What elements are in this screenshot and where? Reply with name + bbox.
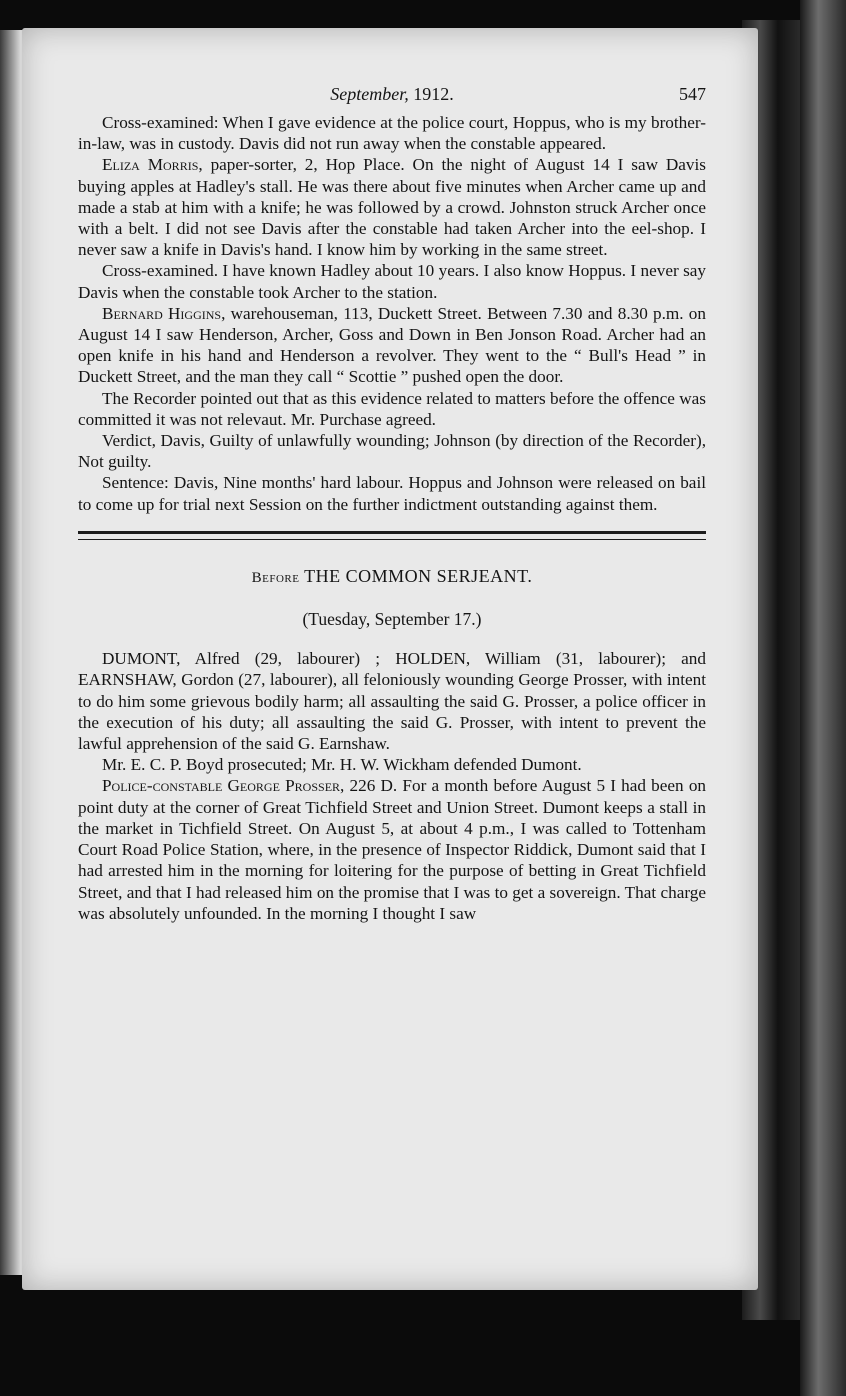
running-head-month: September, <box>330 84 409 104</box>
session-date: (Tuesday, September 17.) <box>302 609 482 630</box>
scan-border <box>800 0 846 1396</box>
paragraph-verdict: Verdict, Davis, Guilty of unlawfully wounding; Johnson (by direction of the Recorder), Not guilty. <box>78 431 706 472</box>
court-heading-title: THE COMMON SERJEANT. <box>299 565 533 586</box>
page-number: 547 <box>679 84 706 104</box>
running-head-year: 1912. <box>408 84 454 104</box>
paragraph-cross-examined-1: Cross-examined: When I gave evidence at the police court, Hoppus, who is my brother-in-law, was in custody. Davis did not run away when the constable appeared. <box>78 113 706 154</box>
page-content <box>78 84 706 924</box>
court-heading-before: Before <box>251 569 300 586</box>
witness-name: Bernard Higgins, <box>102 303 226 323</box>
paragraph-counsel: Mr. E. C. P. Boyd prosecuted; Mr. H. W. Wickham defended Dumont. <box>102 755 582 775</box>
running-head <box>78 84 706 105</box>
book-page <box>22 28 758 1290</box>
section-divider <box>78 531 706 540</box>
paragraph-recorder: The Recorder pointed out that as this evidence related to matters before the offence was committed it was not relevaut. Mr. Purchase agreed. <box>78 388 706 429</box>
witness-name: Police-constable George Prosser, <box>102 776 345 796</box>
paragraph-bernard-higgins: Bernard Higgins, warehouseman, 113, Duckett Street. Between 7.30 and 8.30 p.m. on August 14 I saw Henderson, Archer, Goss and Down in Ben Jonson Road. Archer had an open knife in his hand and Henderson a revolver. They went to the “ Bull's Head ” in Duckett Street, and the man they call “ Scottie ” pushed open the door. <box>78 303 706 387</box>
witness-name: Eliza Morris, <box>102 155 203 175</box>
page-header <box>78 84 706 110</box>
paragraph-eliza-morris: Eliza Morris, paper-sorter, 2, Hop Place. On the night of August 14 I saw Davis buying apples at Hadley's stall. He was there about five minutes when Archer came up and made a stab at him with a knife; he was followed by a crowd. Johnston struck Archer once with a belt. I did not see Davis after the constable had taken Archer into the eel-shop. I never saw a knife in Davis's hand. I know him by working in the same street. <box>78 155 706 260</box>
paragraph-indictment: DUMONT, Alfred (29, labourer) ; HOLDEN, William (31, labourer); and EARNSHAW, Gordon (27, labourer), all feloniously wounding George Prosser, with intent to do him some grievous bodily harm; all assaulting the said G. Prosser, a police officer in the execution of his duty; all assaulting the said G. Prosser, with intent to prevent the lawful apprehension of the said G. Earnshaw. <box>78 649 706 754</box>
court-heading <box>78 566 706 589</box>
paragraph-cross-examined-2: Cross-examined. I have known Hadley about 10 years. I also know Hoppus. I never say Davis when the constable took Archer to the station. <box>78 261 706 302</box>
paragraph-george-prosser: Police-constable George Prosser, 226 D. For a month before August 5 I had been on point duty at the corner of Great Tichfield Street and Union Street. Dumont keeps a stall in the market in Tichfield Street. On August 5, at about 4 p.m., I was called to Tottenham Court Road Police Station, where, in the presence of Inspector Riddick, Dumont said that I had arrested him in the morning for loitering for the purpose of betting in Great Tichfield Street, and that I had released him on the promise that I was to get a sovereign. That charge was absolutely unfounded. In the morning I thought I saw <box>78 776 707 923</box>
paragraph-sentence: Sentence: Davis, Nine months' hard labour. Hoppus and Johnson were released on bail to come up for trial next Session on the further indictment outstanding against them. <box>78 473 706 514</box>
